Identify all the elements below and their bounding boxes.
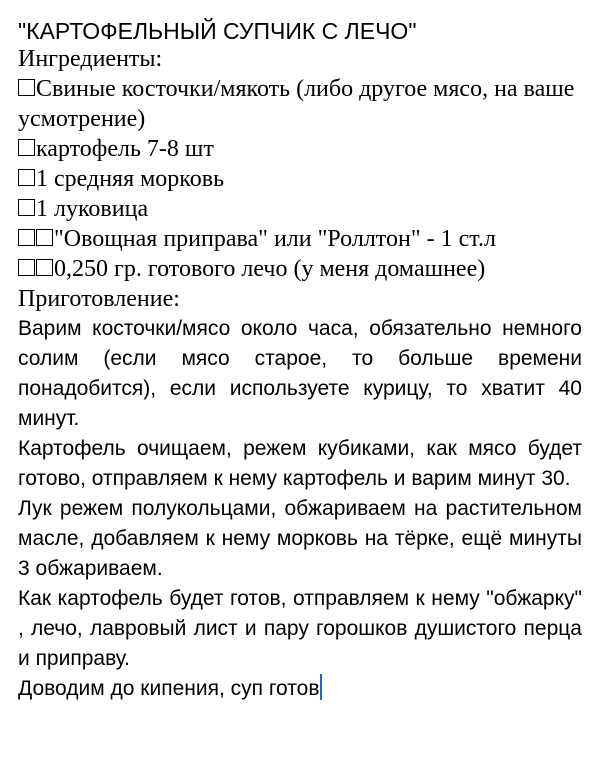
- text-cursor: [320, 674, 322, 700]
- ingredient-text: 0,250 гр. готового лечо (у меня домашнее): [54, 256, 486, 282]
- ingredient-text: 1 средняя морковь: [36, 166, 225, 192]
- ingredient-item-2: [18, 134, 582, 164]
- final-step-text: Доводим до кипения, суп готов: [18, 677, 320, 700]
- ingredient-item-5: [18, 224, 582, 254]
- checkbox-glyph-icon: [18, 79, 35, 96]
- ingredient-item-1: [18, 74, 582, 134]
- ingredients-heading: Ингредиенты:: [18, 46, 163, 72]
- ingredient-text: 1 луковица: [36, 196, 149, 222]
- document-page[interactable]: [18, 14, 582, 704]
- step-paragraph-2: Картофель очищаем, режем кубиками, как мясо будет готово, отправляем к нему картофель и варим минут 30.: [18, 437, 582, 490]
- ingredient-item-6: [18, 254, 582, 284]
- ingredient-text: "Овощная приправа" или "Роллтон" - 1 ст.л: [54, 226, 496, 252]
- checkbox-glyph-icon: [18, 229, 35, 246]
- step-paragraph-4: Как картофель будет готов, отправляем к нему "обжарку" , лечо, лавровый лист и пару горошков душистого перца и приправу.: [18, 587, 582, 670]
- step-paragraph-5: [18, 674, 582, 704]
- checkbox-glyph-icon: [18, 259, 35, 276]
- checkbox-glyph-icon: [36, 259, 53, 276]
- checkbox-glyph-icon: [36, 229, 53, 246]
- ingredient-text: Свиные косточки/мякоть (либо другое мясо, на ваше усмотрение): [18, 76, 575, 132]
- checkbox-glyph-icon: [18, 139, 35, 156]
- recipe-title: "КАРТОФЕЛЬНЫЙ СУПЧИК С ЛЕЧО": [18, 18, 417, 44]
- checkbox-glyph-icon: [18, 169, 35, 186]
- ingredient-item-3: [18, 164, 582, 194]
- checkbox-glyph-icon: [18, 199, 35, 216]
- ingredient-item-4: [18, 194, 582, 224]
- step-paragraph-1: Варим косточки/мясо около часа, обязательно немного солим (если мясо старое, то больше времени понадобится), если используете курицу, то хватит 40 минут.: [18, 317, 582, 430]
- preparation-heading: Приготовление:: [18, 286, 180, 312]
- step-paragraph-3: Лук режем полукольцами, обжариваем на растительном масле, добавляем к нему морковь на тёрке, ещё минуты 3 обжариваем.: [18, 497, 582, 580]
- ingredient-text: картофель 7-8 шт: [36, 136, 214, 162]
